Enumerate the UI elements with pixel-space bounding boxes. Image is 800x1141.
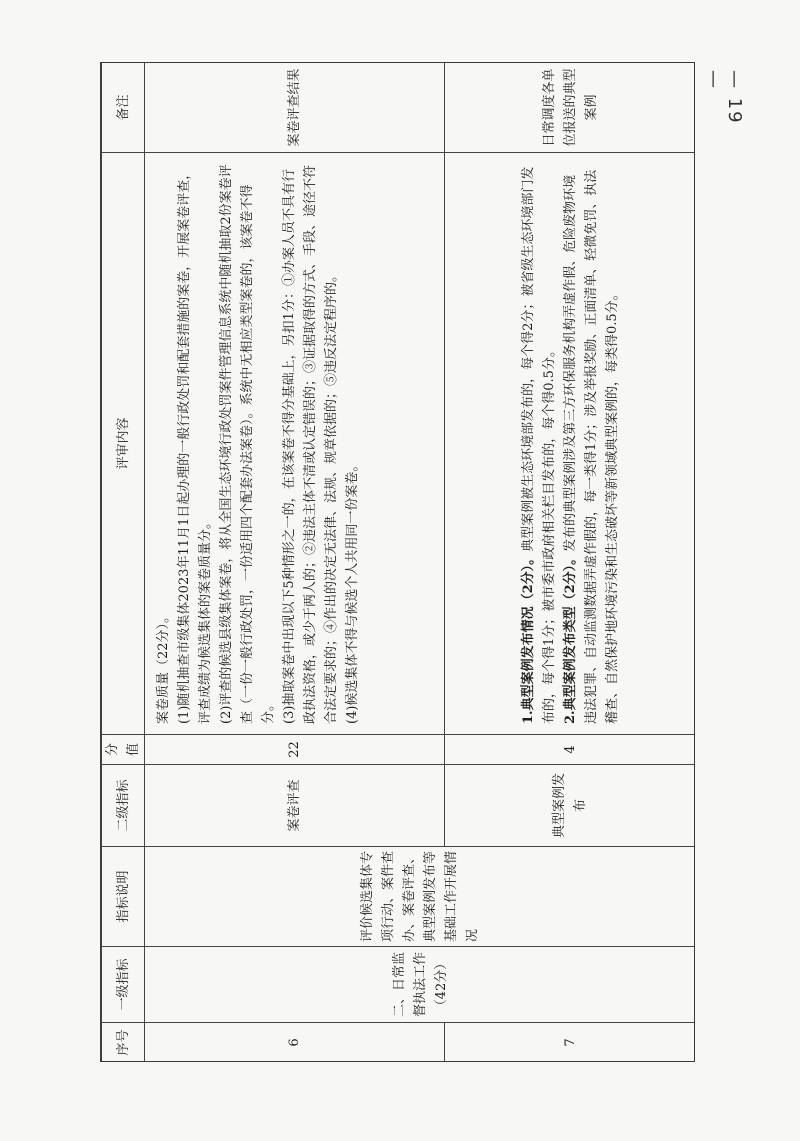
row6-p4: (4)候选集体不得与候选个人共用同一份案卷。: [345, 458, 360, 724]
row6-content: [145, 153, 445, 735]
header-level1: 一级指标: [102, 947, 145, 1023]
evaluation-table: [101, 62, 695, 1062]
header-level2: 二级指标: [102, 765, 145, 847]
row7-item1: [518, 163, 560, 724]
evaluation-table-frame: [100, 62, 695, 1062]
row6-level2: 案卷评查: [145, 765, 445, 847]
row7-item1-heading: 1.典型案例发布情况（2分）。: [520, 551, 536, 724]
row7-content: [445, 153, 696, 735]
indicator-description: 评价候选集体专项行动、案件查办、案卷评查、典型案例发布等基础工作开展情况: [145, 847, 696, 947]
row7-item2-text: 发布的典型案例涉及第三方环保服务机构弄虚作假、危险废物环境违法犯罪、自动监测数据弄虚作假的，每一类得1分；涉及举报奖励、正面清单、轻微免罚、执法稽查、自然保护地环境污染和生态破坏等新领域典型案例的，每类得0.5分。: [562, 169, 620, 724]
row6-seq: 6: [145, 1023, 445, 1063]
row7-item2-heading: 2.典型案例发布类型（2分）。: [562, 551, 578, 724]
row7-seq: 7: [445, 1023, 696, 1063]
row6-p2: (2)评查的候选县级集体案卷，将从全国生态环境行政处罚案件管理信息系统中随机抽取2份案卷评查（一份一般行政处罚，一份适用四个配套办法案卷）。系统中无相应类型案卷的，该案卷不得分。: [219, 164, 276, 724]
header-desc: 指标说明: [102, 847, 145, 947]
header-seq: 序号: [102, 1023, 145, 1063]
rotated-table-container: [101, 63, 695, 1062]
header-remark: 备注: [102, 63, 145, 153]
table-row: [145, 63, 445, 1063]
row7-item1-text: 典型案例被生态环境部发布的，每个得2分；被省级生态环境部门发布的，每个得1分；被市委市政府相关栏目发布的，每个得0.5分。: [520, 166, 557, 724]
row6-remark: 案卷评查结果: [145, 63, 445, 153]
page-number: — 19 —: [703, 70, 745, 125]
header-score: 分值: [102, 735, 145, 765]
header-content: 评审内容: [102, 153, 145, 735]
row6-p3: (3)抽取案卷中出现以下5种情形之一的，在该案卷不得分基础上，另扣1分：①办案人员不具有行政执法资格，或少于两人的；②违法主体不清或认定错误的；③证据取得的方式、手段、途径不符合法定要求的；④作出的决定无法律、法规、规章依据的；⑤违反法定程序的。: [282, 164, 339, 724]
row7-score: 4: [445, 735, 696, 765]
row6-title: 案卷质量（22分）。: [156, 609, 171, 724]
table-header-row: [102, 63, 145, 1063]
row7-remark: 日常调度各单位报送的典型案例: [445, 63, 696, 153]
row7-level2: 典型案例发布: [445, 765, 696, 847]
level1-indicator: 二、日常监督执法工作（42分）: [145, 947, 696, 1023]
row7-item2: [560, 163, 623, 724]
row6-score: 22: [145, 735, 445, 765]
row6-p1: (1)随机抽查市级集体2023年11月1日起办理的一般行政处罚和配套措施的案卷，开展案卷评查，评查成绩为候选集体的案卷质量分。: [177, 166, 213, 724]
